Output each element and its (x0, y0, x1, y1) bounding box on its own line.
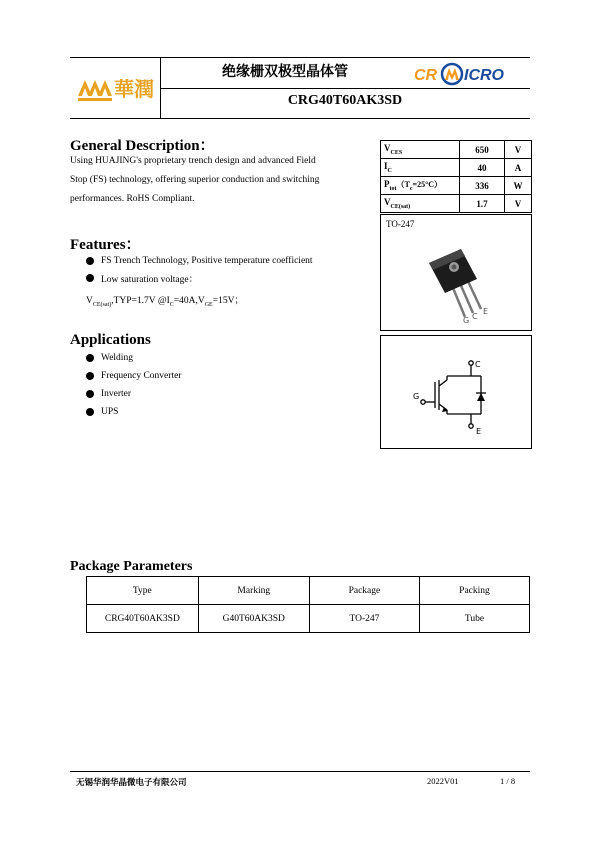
spec-unit: V (505, 195, 532, 213)
bullet-icon (86, 274, 94, 282)
bullet-icon (86, 390, 94, 398)
spec-symbol: $V_{CES}$ (381, 141, 460, 159)
logo-left-text: 華潤 (114, 77, 154, 101)
spec-row (381, 195, 532, 213)
key-spec-table (380, 140, 532, 213)
bullet-icon (86, 257, 94, 265)
spec-symbol: $P_{tot}(T_c=25^\circ C)$ (381, 177, 460, 195)
symbol-pin-e: E (476, 427, 482, 436)
description-line: Using HUAJING's proprietary trench design and advanced Field (70, 156, 316, 166)
to247-package-drawing (421, 243, 501, 327)
spec-value: 40 (460, 159, 505, 177)
features-heading: Features： (70, 237, 141, 253)
package-outline-panel (380, 214, 532, 331)
bullet-icon (86, 372, 94, 380)
part-number: CRG40T60AK3SD (287, 93, 403, 108)
symbol-pin-c: C (475, 360, 481, 369)
header-divider-horizontal (160, 88, 530, 89)
spec-symbol: $I_C$ (381, 159, 460, 177)
circuit-symbol-panel (380, 335, 532, 449)
spec-unit: A (505, 159, 532, 177)
features-list (86, 256, 376, 296)
table-header: Packing (419, 577, 529, 605)
logo-right-text-b: ICRO (464, 67, 504, 84)
page-title: 绝缘栅双极型晶体管 (222, 64, 348, 80)
pin-label-g: G (463, 316, 470, 325)
symbol-pin-g: G (413, 392, 420, 401)
spec-unit: V (505, 141, 532, 159)
table-cell: CRG40T60AK3SD (87, 605, 199, 633)
list-item: UPS (86, 407, 118, 417)
huarun-logo (76, 66, 156, 106)
crmicro-logo (414, 62, 518, 86)
bullet-icon (86, 408, 94, 416)
footer-divider (70, 771, 530, 772)
page-number: 1 / 8 (500, 776, 516, 786)
general-description-text (70, 152, 370, 209)
table-cell: Tube (419, 605, 529, 633)
spec-value: 1.7 (460, 195, 505, 213)
list-item: Low saturation voltage： (86, 271, 198, 285)
footer-company: 无锡华润华晶微电子有限公司 (76, 778, 187, 788)
list-item: Inverter (86, 389, 131, 399)
list-item: Frequency Converter (86, 371, 181, 381)
applications-heading: Applications (70, 332, 151, 348)
package-parameters-table (86, 576, 530, 633)
package-parameters-heading: Package Parameters (70, 559, 193, 574)
spec-value: 336 (460, 177, 505, 195)
table-header-row (87, 577, 530, 605)
spec-symbol: $V_{CE(sat)}$ (381, 195, 460, 213)
description-line: Stop (FS) technology, offering superior conduction and switching (70, 175, 320, 185)
spec-row (381, 141, 532, 159)
table-cell: G40T60AK3SD (198, 605, 309, 633)
package-label: TO-247 (386, 219, 415, 229)
igbt-symbol-icon (411, 352, 501, 436)
bullet-icon (86, 354, 94, 362)
spec-unit: W (505, 177, 532, 195)
table-cell: TO-247 (309, 605, 419, 633)
footer-version: 2022V01 (427, 776, 459, 786)
description-line: performances. RoHS Compliant. (70, 194, 195, 204)
applications-list (86, 353, 286, 433)
pin-label-c: C (472, 312, 478, 321)
table-row (87, 605, 530, 633)
list-item: Welding (86, 353, 133, 363)
vce-sat-condition: $V_{CE(sat)},TYP=1.7V$ $@I_C=40A,V_{GE}=15V$； (86, 296, 244, 308)
pin-label-e: E (483, 307, 489, 316)
table-header: Package (309, 577, 419, 605)
logo-right-text-a: CR (414, 67, 438, 84)
spec-value: 650 (460, 141, 505, 159)
general-description-heading: General Description： (70, 138, 215, 154)
spec-row (381, 177, 532, 195)
list-item: FS Trench Technology, Positive temperature coefficient (86, 256, 313, 266)
spec-row (381, 159, 532, 177)
table-header: Type (87, 577, 199, 605)
table-header: Marking (198, 577, 309, 605)
